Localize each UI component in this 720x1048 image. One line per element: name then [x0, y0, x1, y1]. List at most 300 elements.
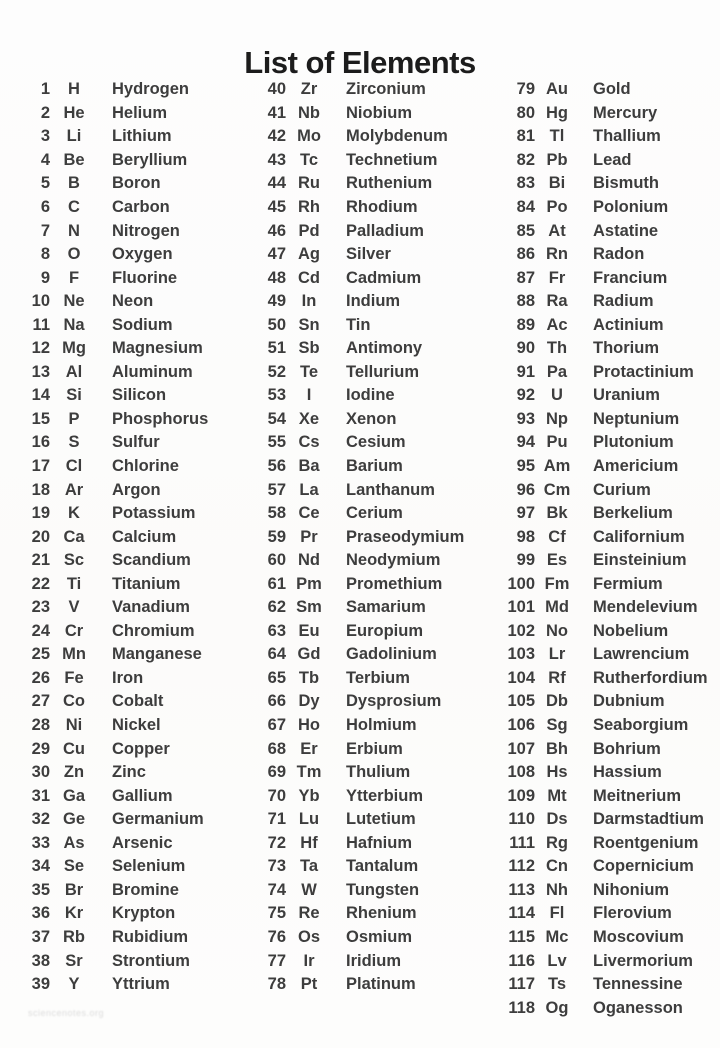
element-symbol: Ti [66, 574, 82, 593]
element-symbol: Rn [546, 245, 568, 264]
element-name: Aluminum [112, 362, 193, 381]
element-row [14, 714, 250, 738]
atomic-number: 109 [507, 786, 535, 805]
element-name: Argon [112, 480, 161, 499]
atomic-number: 76 [267, 927, 286, 946]
element-name: Tantalum [346, 857, 419, 876]
element-row [250, 784, 493, 808]
element-row [493, 949, 714, 973]
element-row [14, 431, 250, 455]
element-symbol: Zn [63, 763, 85, 782]
element-name: Helium [112, 103, 168, 122]
element-name: Silver [346, 245, 391, 264]
atomic-number: 86 [516, 245, 535, 264]
atomic-number: 68 [267, 739, 286, 758]
atomic-number: 41 [267, 103, 286, 122]
element-name: Hydrogen [112, 80, 190, 99]
atomic-number: 61 [267, 574, 286, 593]
element-symbol: In [301, 292, 317, 311]
atomic-number: 118 [508, 998, 535, 1017]
atomic-number: 95 [516, 457, 535, 476]
element-row [14, 879, 250, 903]
element-row [493, 172, 714, 196]
element-row [250, 337, 493, 361]
element-symbol: Cf [548, 527, 566, 546]
element-symbol: Eu [298, 621, 320, 640]
atomic-number: 39 [31, 975, 50, 994]
atomic-number: 112 [508, 857, 535, 876]
atomic-number: 53 [267, 386, 286, 405]
element-name: Uranium [593, 386, 660, 405]
element-name: Thallium [593, 127, 661, 146]
element-symbol: Es [546, 551, 568, 570]
element-row [250, 431, 493, 455]
element-row [14, 502, 250, 526]
atomic-number: 87 [516, 268, 535, 287]
atomic-number: 107 [507, 739, 535, 758]
element-row [14, 337, 250, 361]
element-symbol: Ce [298, 504, 320, 523]
element-column-3 [493, 78, 714, 1020]
element-name: Scandium [112, 551, 191, 570]
atomic-number: 18 [31, 480, 50, 499]
element-name: Lanthanum [346, 480, 435, 499]
element-name: Terbium [346, 668, 410, 687]
element-name: Astatine [593, 221, 659, 240]
atomic-number: 56 [267, 457, 286, 476]
atomic-number: 22 [31, 574, 50, 593]
element-name: Strontium [112, 951, 190, 970]
element-name: Bromine [112, 880, 179, 899]
element-name: Barium [346, 457, 403, 476]
element-symbol: Bh [546, 739, 568, 758]
element-name: Tennessine [593, 975, 683, 994]
element-row [14, 549, 250, 573]
element-name: Sulfur [112, 433, 160, 452]
element-symbol: Fl [549, 904, 565, 923]
element-name: Platinum [346, 975, 416, 994]
atomic-number: 1 [40, 80, 50, 99]
atomic-number: 24 [31, 621, 50, 640]
element-row [14, 596, 250, 620]
element-name: Thulium [346, 763, 411, 782]
atomic-number: 83 [516, 174, 535, 193]
element-symbol: Gd [297, 645, 321, 664]
atomic-number: 71 [267, 810, 286, 829]
atomic-number: 42 [267, 127, 286, 146]
element-row [493, 596, 714, 620]
element-row [493, 620, 714, 644]
element-row [250, 855, 493, 879]
element-name: Neptunium [593, 409, 680, 428]
element-name: Hafnium [346, 833, 412, 852]
atomic-number: 19 [31, 504, 50, 523]
element-symbol: Lr [548, 645, 566, 664]
element-row [14, 949, 250, 973]
element-row [250, 808, 493, 832]
atomic-number: 96 [516, 480, 535, 499]
element-symbol: Pm [296, 574, 322, 593]
element-row [14, 149, 250, 173]
atomic-number: 45 [267, 198, 286, 216]
element-row [14, 455, 250, 479]
element-row [493, 361, 714, 385]
atomic-number: 116 [508, 951, 535, 970]
atomic-number: 30 [31, 763, 50, 782]
element-row [493, 855, 714, 879]
atomic-number: 15 [31, 409, 50, 428]
element-name: Nihonium [593, 880, 670, 899]
atomic-number: 97 [516, 504, 535, 523]
atomic-number: 92 [516, 386, 535, 405]
element-symbol: Hs [546, 763, 568, 782]
watermark: sciencenotes.org [28, 1008, 105, 1018]
element-name: Holmium [346, 716, 417, 735]
element-symbol: Er [300, 739, 318, 758]
element-row [493, 784, 714, 808]
element-name: Plutonium [593, 433, 674, 452]
element-name: Osmium [346, 927, 413, 946]
atomic-number: 4 [40, 150, 50, 169]
element-symbol: Ru [298, 174, 320, 193]
element-name: Tin [346, 315, 371, 334]
element-row [14, 902, 250, 926]
element-symbol: Ba [298, 457, 320, 476]
atomic-number: 32 [31, 810, 50, 829]
atomic-number: 115 [508, 927, 535, 946]
element-symbol: Bi [548, 174, 566, 193]
element-symbol: Ra [546, 292, 568, 311]
element-name: Rutherfordium [593, 668, 708, 687]
element-symbol: S [68, 433, 80, 452]
element-name: Gold [593, 80, 631, 99]
element-name: Mendelevium [593, 598, 698, 617]
atomic-number: 49 [267, 292, 286, 311]
atomic-number: 100 [507, 574, 535, 593]
element-row [250, 832, 493, 856]
element-symbol: Cu [63, 739, 85, 758]
element-symbol: Y [68, 975, 80, 994]
atomic-number: 60 [267, 551, 286, 570]
atomic-number: 55 [267, 433, 286, 452]
element-name: Einsteinium [593, 551, 687, 570]
element-row [250, 313, 493, 337]
atomic-number: 8 [40, 245, 50, 264]
atomic-number: 37 [31, 927, 50, 946]
atomic-number: 27 [31, 692, 50, 711]
element-name: Titanium [112, 574, 181, 593]
element-symbol: Sc [63, 551, 85, 570]
element-symbol: Os [297, 927, 320, 946]
element-row [250, 761, 493, 785]
element-symbol: Db [546, 692, 568, 711]
element-name: Promethium [346, 574, 443, 593]
element-row [493, 549, 714, 573]
element-row [493, 431, 714, 455]
element-symbol: Ac [546, 315, 568, 334]
element-row [250, 973, 493, 997]
element-symbol: Fe [64, 668, 84, 687]
element-row [14, 125, 250, 149]
atomic-number: 113 [508, 880, 535, 899]
element-row [250, 502, 493, 526]
element-row [250, 620, 493, 644]
element-symbol: Li [66, 127, 82, 146]
element-name: Chromium [112, 621, 195, 640]
element-symbol: Nb [298, 103, 320, 122]
atomic-number: 35 [31, 880, 50, 899]
element-row [250, 667, 493, 691]
element-row [493, 808, 714, 832]
element-symbol: Na [63, 315, 85, 334]
element-name: Nobelium [593, 621, 669, 640]
element-row [493, 667, 714, 691]
atomic-number: 90 [516, 339, 535, 358]
element-name: Arsenic [112, 833, 173, 852]
element-symbol: H [68, 80, 80, 99]
atomic-number: 103 [507, 645, 535, 664]
element-name: Neodymium [346, 551, 441, 570]
element-row [14, 832, 250, 856]
element-row [250, 879, 493, 903]
element-row [493, 337, 714, 361]
atomic-number: 10 [31, 292, 50, 311]
element-row [250, 737, 493, 761]
atomic-number: 74 [267, 880, 286, 899]
element-name: Rhenium [346, 904, 417, 923]
element-name: Thorium [593, 339, 659, 358]
element-symbol: Rg [546, 833, 568, 852]
element-symbol: F [68, 268, 80, 287]
element-name: Germanium [112, 810, 204, 829]
element-name: Copper [112, 739, 170, 758]
element-row [493, 572, 714, 596]
element-row [250, 290, 493, 314]
element-row [250, 902, 493, 926]
element-symbol: Ta [299, 857, 319, 876]
element-symbol: B [68, 174, 80, 193]
atomic-number: 98 [516, 527, 535, 546]
element-row [250, 643, 493, 667]
element-name: Meitnerium [593, 786, 682, 805]
element-symbol: Pd [298, 221, 320, 240]
element-row [250, 690, 493, 714]
element-symbol: As [63, 833, 85, 852]
atomic-number: 16 [31, 433, 50, 452]
element-name: Bismuth [593, 174, 659, 193]
element-name: Hassium [593, 763, 662, 782]
element-row [14, 667, 250, 691]
atomic-number: 108 [507, 763, 535, 782]
element-name: Actinium [593, 315, 664, 334]
element-name: Iridium [346, 951, 402, 970]
element-row [14, 643, 250, 667]
element-symbol: Cs [298, 433, 320, 452]
element-row [250, 384, 493, 408]
element-symbol: Tb [298, 668, 320, 687]
element-name: Selenium [112, 857, 186, 876]
element-name: Berkelium [593, 504, 673, 523]
atomic-number: 43 [267, 150, 286, 169]
atomic-number: 73 [267, 857, 286, 876]
element-row [493, 266, 714, 290]
atomic-number: 66 [267, 692, 286, 711]
element-name: Zirconium [346, 80, 426, 99]
element-row [250, 455, 493, 479]
atomic-number: 17 [31, 457, 50, 476]
element-name: Copernicium [593, 857, 694, 876]
element-symbol: Pt [300, 975, 318, 994]
atomic-number: 70 [267, 786, 286, 805]
element-symbol: Zr [300, 80, 318, 99]
element-row [493, 879, 714, 903]
atomic-number: 64 [267, 645, 286, 664]
element-row [14, 784, 250, 808]
element-symbol: Nd [298, 551, 320, 570]
atomic-number: 75 [267, 904, 286, 923]
element-symbol: Th [546, 339, 568, 358]
element-name: Cadmium [346, 268, 422, 287]
atomic-number: 111 [509, 833, 535, 852]
element-symbol: Re [298, 904, 320, 923]
element-symbol: No [546, 621, 568, 640]
element-symbol: Pb [546, 150, 568, 169]
element-name: Flerovium [593, 904, 672, 923]
element-name: Praseodymium [346, 527, 465, 546]
element-name: Nitrogen [112, 221, 180, 240]
element-row [14, 525, 250, 549]
element-row [14, 361, 250, 385]
element-name: Nickel [112, 716, 161, 735]
element-symbol: Cm [543, 480, 571, 499]
element-name: Oxygen [112, 245, 173, 264]
atomic-number: 65 [267, 668, 286, 687]
atomic-number: 26 [31, 668, 50, 687]
element-row [14, 290, 250, 314]
element-row [493, 196, 714, 220]
element-row [493, 714, 714, 738]
element-symbol: Lv [547, 951, 567, 970]
element-name: Niobium [346, 103, 412, 122]
element-symbol: Mn [62, 645, 86, 664]
element-row [14, 855, 250, 879]
element-symbol: W [301, 880, 317, 899]
element-symbol: Ir [303, 951, 315, 970]
element-row [493, 643, 714, 667]
element-symbol: Ar [64, 480, 84, 499]
element-symbol: Kr [64, 904, 84, 923]
element-name: Lutetium [346, 810, 416, 829]
atomic-number: 59 [267, 527, 286, 546]
element-row [14, 973, 250, 997]
element-row [14, 384, 250, 408]
element-symbol: Ne [63, 292, 85, 311]
element-symbol: Po [546, 198, 568, 216]
element-name: Protactinium [593, 362, 694, 381]
atomic-number: 11 [32, 315, 50, 334]
element-symbol: Sn [298, 315, 320, 334]
element-name: Cerium [346, 504, 403, 523]
element-row [493, 384, 714, 408]
element-name: Magnesium [112, 339, 203, 358]
element-row [493, 832, 714, 856]
element-symbol: U [551, 386, 563, 405]
element-name: Antimony [346, 339, 423, 358]
element-row [250, 926, 493, 950]
element-name: Fluorine [112, 268, 178, 287]
atomic-number: 81 [516, 127, 535, 146]
atomic-number: 25 [31, 645, 50, 664]
element-row [250, 266, 493, 290]
element-row [250, 714, 493, 738]
element-name: Lead [593, 150, 632, 169]
element-row [14, 478, 250, 502]
element-row [14, 926, 250, 950]
element-row [250, 149, 493, 173]
element-row [250, 172, 493, 196]
atomic-number: 89 [516, 315, 535, 334]
element-symbol: Au [546, 80, 568, 99]
atomic-number: 62 [267, 598, 286, 617]
atomic-number: 33 [31, 833, 50, 852]
element-symbol: La [299, 480, 319, 499]
element-name: Krypton [112, 904, 176, 923]
element-symbol: Ga [62, 786, 85, 805]
atomic-number: 79 [516, 80, 535, 99]
element-symbol: Cr [64, 621, 84, 640]
atomic-number: 36 [31, 904, 50, 923]
element-row [493, 102, 714, 126]
atomic-number: 23 [31, 598, 50, 617]
element-row [14, 408, 250, 432]
atomic-number: 105 [507, 692, 535, 711]
element-symbol: Mo [297, 127, 321, 146]
atomic-number: 28 [31, 716, 50, 735]
element-symbol: Cn [546, 857, 568, 876]
element-symbol: Pa [546, 362, 568, 381]
element-name: Xenon [346, 409, 397, 428]
atomic-number: 2 [40, 103, 50, 122]
element-name: Radon [593, 245, 645, 264]
atomic-number: 94 [516, 433, 535, 452]
atomic-number: 47 [267, 245, 286, 264]
element-row [493, 408, 714, 432]
element-symbol: Hg [546, 103, 568, 122]
atomic-number: 117 [508, 975, 535, 994]
atomic-number: 50 [267, 315, 286, 334]
atomic-number: 48 [267, 268, 286, 287]
atomic-number: 3 [40, 127, 50, 146]
element-name: Tungsten [346, 880, 420, 899]
element-row [493, 525, 714, 549]
element-name: Iron [112, 668, 144, 687]
element-name: Curium [593, 480, 651, 499]
element-symbol: Te [299, 362, 319, 381]
element-name: Radium [593, 292, 654, 311]
element-row [250, 549, 493, 573]
atomic-number: 106 [507, 716, 535, 735]
element-symbol: Ds [546, 810, 568, 829]
atomic-number: 63 [267, 621, 286, 640]
element-name: Carbon [112, 198, 170, 216]
element-symbol: Ca [63, 527, 85, 546]
element-row [493, 149, 714, 173]
element-name: Phosphorus [112, 409, 209, 428]
element-name: Erbium [346, 739, 403, 758]
atomic-number: 46 [267, 221, 286, 240]
atomic-number: 31 [31, 786, 50, 805]
atomic-number: 12 [31, 339, 50, 358]
